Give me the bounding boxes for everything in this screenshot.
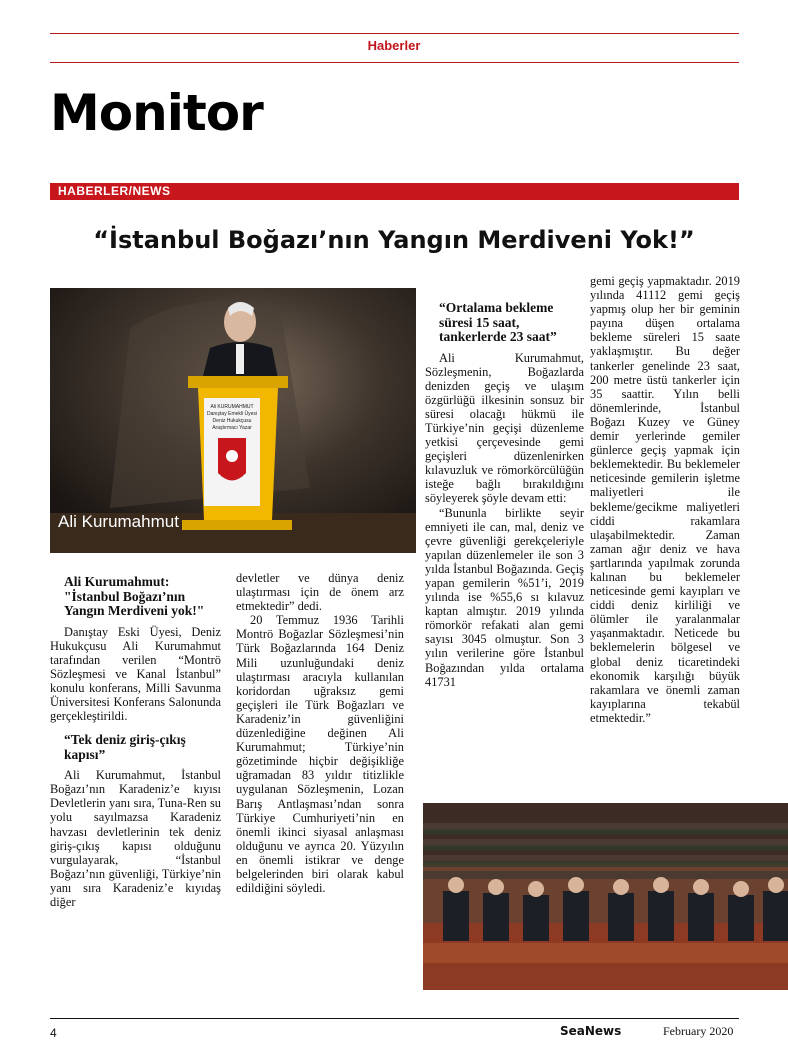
column-1 <box>50 571 221 909</box>
paragraph: Ali Kurumahmut, Sözleşmenin, Boğazlarda denizden geçiş ve ulaşım özgürlüğü ilkesinin sonsuz bir süresi olacağı hükmü ile Türkiye’nin geçişi düzenleme yetkisi çerçevesinde gemi geçişleri düzenlenirken kılavuzluk ve römorkörcülüğün isteğe bağlı bırakıldığını söyleyerek şöyle devam etti: <box>425 350 584 506</box>
top-rule <box>50 33 739 34</box>
podium-sign-text <box>207 404 257 431</box>
subheading: “Ortalama bekleme süresi 15 saat, tankerlerde 23 saat” <box>439 300 557 344</box>
headline: “İstanbul Boğazı’nın Yangın Merdiveni Yok!” <box>93 226 695 254</box>
issue-date: February 2020 <box>663 1024 734 1038</box>
column-2 <box>236 571 404 895</box>
subheading: “Tek deniz giriş-çıkış kapısı” <box>64 732 186 762</box>
column-3a <box>425 297 584 689</box>
podium-sign-line: Deniz Hukukçusu <box>212 418 252 424</box>
podium-sign-line: Ali KURUMAHMUT <box>210 404 254 410</box>
audience-photo <box>423 803 788 990</box>
photo-caption: Ali Kurumahmut <box>58 512 179 531</box>
paragraph: 20 Temmuz 1936 Tarihli Montrö Boğazlar Sözleşmesi’nin Türk Boğazlarında 164 Deniz Mili uzunluğundaki deniz ulaştırması aracıyla kullanılan koridordan uğraksız gemi geçişleri ile Türk Boğazları ve Karadeniz’in güvenliğini düzenlediğine değinen Ali Kurumahmut; Türkiye’nin gözetiminde hiçbir değişikliğe uğramadan 83 yıldır titizlikle uygulanan Sözleşmenin, Lozan Barış Antlaşması’ndan sonra Türkiye Cumhuriyeti’nin en önemli ikinci siyasal anlaşması olduğunu ve ayrıca 20. Yüzyılın en önemli istikrar ve denge belgelerinden biri olarak kabul edildiğini söyledi. <box>236 613 404 896</box>
footer-rule <box>50 1018 739 1019</box>
paragraph: “Bununla birlikte seyir emniyeti ile can, mal, deniz ve çevre güvenliği gerekçeleriyle yapılan düzenlemeler ile son 3 yılda İstanbul Boğazında. Geçiş yapan gemilerin %51’i, 2019 yılında ise %55,6 sı kılavuz kaptan almıştır. 2019 yılında römorkör refakati alan gemi sayısı 3045 olmuştur. Son 3 yılın verilerine göre İstanbul Boğazından yılda ortalama 41731 <box>425 505 584 689</box>
page-number: 4 <box>50 1026 57 1040</box>
paragraph: gemi geçiş yapmaktadır. 2019 yılında 41112 gemi geçiş yapmış olup her bir geminin payına düşen ortalama bekleme süreleri 15 saate yaklaşmıştır. Bu değer tankerler genelinde 23 saat, 200 metre üstü tankerler için 35 saattir. Yılın belli dönemlerinde, İstanbul Boğazı Kuzey ve Güney demir yerlerinde gemiler günlerce geçiş yapmak için beklemektedir. Bu beklemeler neticesinde gemilerin işletme maliyetleri ile bekleme/gecikme maliyetleri ciddi rakamlara ulaşabilmektedir. Zaman zaman ağır deniz ve hava şartlarında yapılmak zorunda kalınan bu beklemeler neticesinde gemi kayıpları ve ciddi deniz kirliliği ve ölümler ile yaralanmalar yaşanmaktadır. Neticede bu beklemelerin bölgesel ve global deniz ticaretindeki ekonomik karşılığı büyük rakamlara ve önemli zaman kayıplarına tekabül etmektedir.” <box>590 274 740 725</box>
masthead-title: Monitor <box>50 84 263 142</box>
subheading: Ali Kurumahmut: "İstanbul Boğazı’nın Yangın Merdiveni yok!" <box>64 574 205 618</box>
brand-logo: SeaNews <box>560 1024 622 1038</box>
paragraph: Danıştay Eski Üyesi, Deniz Hukukçusu Ali Kurumahmut tarafından verilen “Montrö Sözleşmesi ve Kanal İstanbul” konulu konferans, Milli Savunma Üniversitesi Konferans Salonunda gerçekleştirildi. <box>50 624 221 724</box>
section-rule <box>50 62 739 63</box>
section-label: Haberler <box>367 38 421 53</box>
paragraph: devletler ve dünya deniz ulaştırması için de önem arz etmektedir” dedi. <box>236 571 404 614</box>
column-3b <box>590 274 740 725</box>
category-label: HABERLER/NEWS <box>58 184 171 198</box>
paragraph: Ali Kurumahmut, İstanbul Boğazı’nın Karadeniz’e kıyısı Devletlerin yanı sıra, Tuna-Ren su yolu sayılmazsa Karadeniz havzası devletlerinin tek deniz giriş-çıkış kapısı olduğunu vurgulayarak, “İstanbul Boğazı’nın güvenliği, Türkiye’nin yanı sıra Karadeniz’e kıyıdaş diğer <box>50 768 221 909</box>
podium-sign-line: Araştırmacı Yazar <box>212 425 252 431</box>
podium-sign-line: Danıştay Emekli Üyesi <box>206 411 258 417</box>
